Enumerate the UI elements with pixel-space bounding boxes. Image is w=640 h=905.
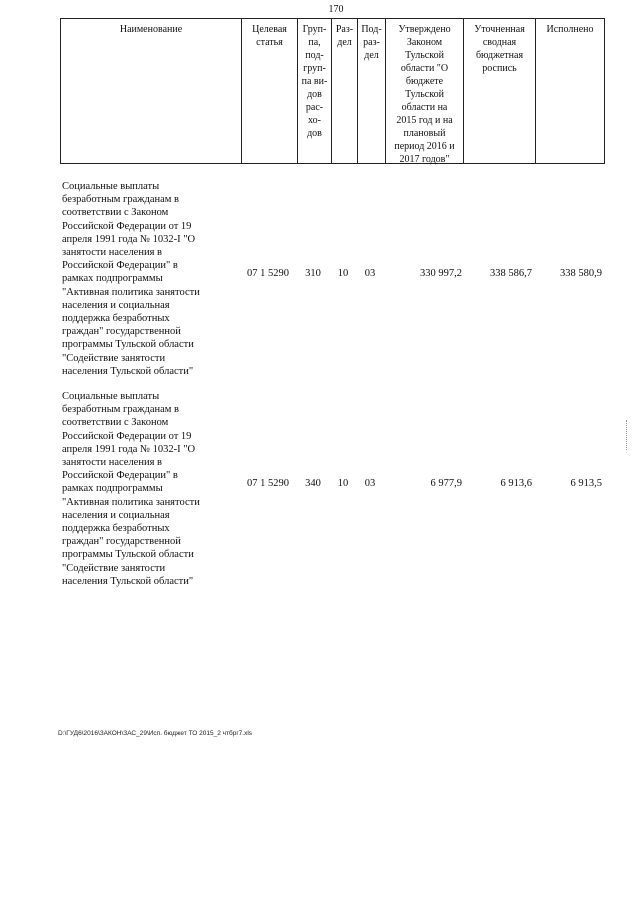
row-executed: 338 580,9 xyxy=(560,268,602,279)
page-number: 170 xyxy=(328,4,344,15)
scan-edge-mark xyxy=(626,420,629,450)
row-target-article: 07 1 5290 xyxy=(247,268,289,279)
header-name: Наименование xyxy=(119,24,183,35)
row-expense-group: 340 xyxy=(305,478,321,489)
header-section: Раз- дел xyxy=(331,19,357,163)
table-row xyxy=(60,390,605,590)
row-approved: 6 977,9 xyxy=(430,478,462,489)
table-row xyxy=(60,180,605,380)
row-name: Социальные выплаты безработным гражданам в соответствии с Законом Российской Федерации от 19 апреля 1991 года № 1032-I "О занятости населения в Российской Федерации" в рамках подпрограммы "Активная политика занятости населения и социальная поддержка безработных граждан" государственной программы Тульской области "Содействие занятости населения Тульской области" xyxy=(62,181,200,377)
row-expense-group: 310 xyxy=(305,268,321,279)
row-subsection: 03 xyxy=(364,478,376,489)
row-refined-budget: 6 913,6 xyxy=(500,478,532,489)
table-header xyxy=(60,18,605,164)
row-target-article: 07 1 5290 xyxy=(247,478,289,489)
row-refined-budget: 338 586,7 xyxy=(490,268,532,279)
header-approved: Утверждено Законом Тульской области "О бюджете Тульской области на 2015 год и на плановый период 2016 и 2017 годов" xyxy=(385,19,463,163)
row-section: 10 xyxy=(337,478,349,489)
row-subsection: 03 xyxy=(364,268,376,279)
header-expense-group: Груп- па, под- груп- па ви- дов рас- хо- дов xyxy=(297,19,331,163)
row-executed: 6 913,5 xyxy=(570,478,602,489)
row-section: 10 xyxy=(337,268,349,279)
row-approved: 330 997,2 xyxy=(420,268,462,279)
header-refined-budget: Уточненная сводная бюджетная роспись xyxy=(463,19,535,163)
header-executed: Исполнено xyxy=(535,19,604,163)
header-subsection: Под- раз- дел xyxy=(357,19,385,163)
row-name: Социальные выплаты безработным гражданам в соответствии с Законом Российской Федерации от 19 апреля 1991 года № 1032-I "О занятости населения в Российской Федерации" в рамках подпрограммы "Активная политика занятости населения и социальная поддержка безработных граждан" государственной программы Тульской области "Содействие занятости населения Тульской области" xyxy=(62,391,200,587)
file-path-footer: D:\ГУД6\2016\ЗАКОН\ЗАС_29\Исп. бюджет ТО 2015_2 чтбрг7.xls xyxy=(58,730,253,737)
header-target-article: Целевая статья xyxy=(241,19,297,163)
